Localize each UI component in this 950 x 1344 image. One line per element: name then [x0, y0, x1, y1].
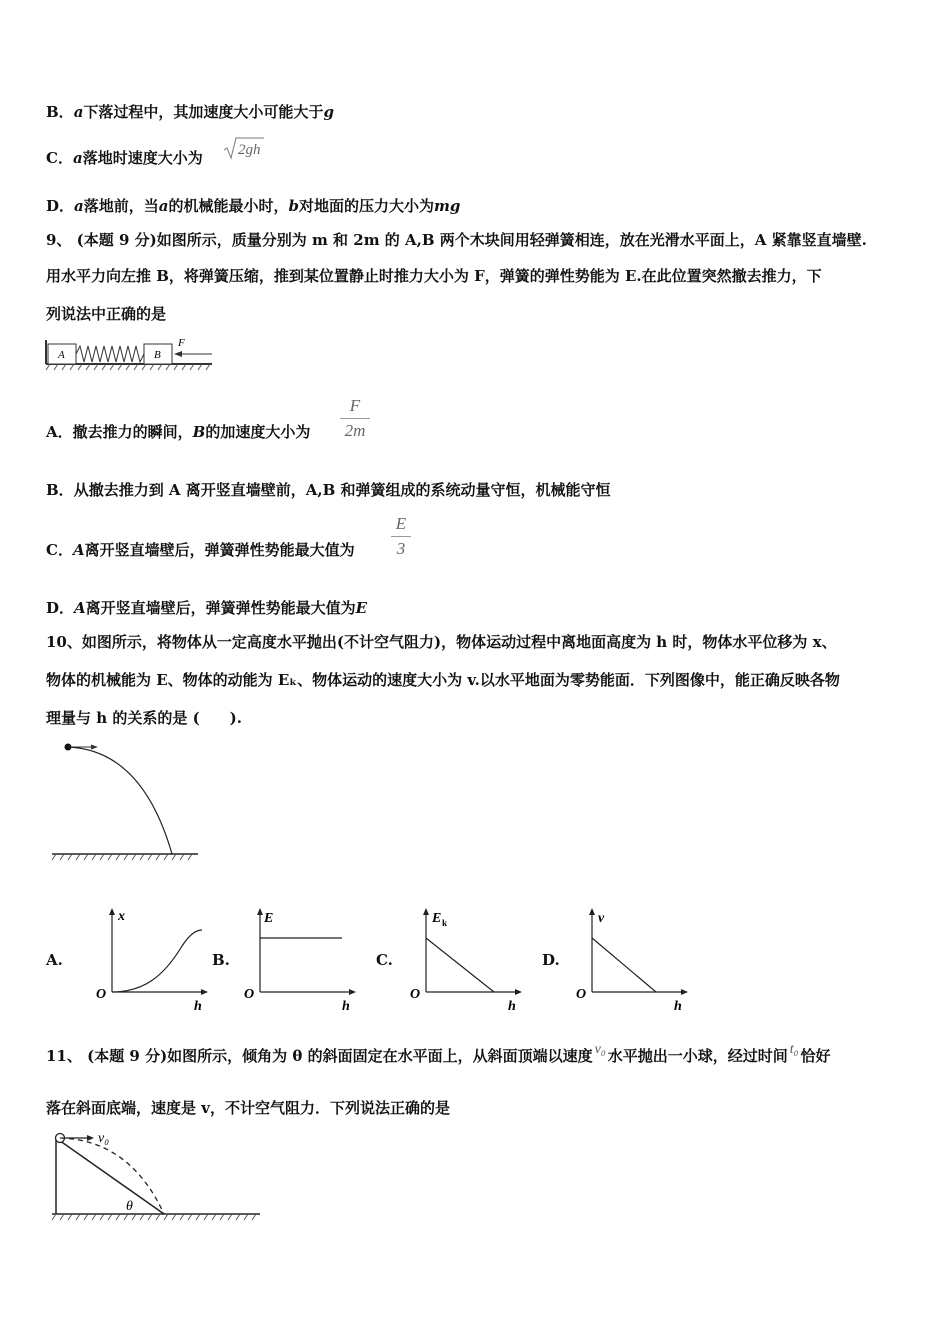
sqrt-2gh-text: 2gh — [238, 142, 261, 158]
q10-projectile-figure — [52, 740, 202, 864]
q9-stem-line2: 用水平力向左推 B，将弹簧压缩，推到某位置静止时推力大小为 F，弹簧的弹性势能为 E.在此位置突然撤去推力，下 — [46, 267, 822, 285]
q10-stem-line3: 理量与 h 的关系的是 ( ). — [46, 709, 242, 727]
force-label: F — [178, 337, 185, 349]
q10-graph-b — [242, 906, 362, 1012]
y-axis-label: E — [264, 911, 274, 926]
angle-label: θ — [126, 1199, 133, 1214]
origin-label: O — [96, 987, 107, 1002]
q11-incline-figure — [52, 1128, 264, 1224]
q9-spring-figure — [44, 336, 216, 372]
line-c — [426, 938, 494, 992]
q10-graph-a — [94, 906, 214, 1012]
y-axis-subscript: k — [442, 918, 448, 928]
y-axis-label: E — [432, 911, 442, 926]
q10-option-b-label: B. — [212, 951, 230, 969]
line-d — [592, 938, 656, 992]
q9-option-b: B．从撤去推力到 A 离开竖直墙壁前，A,B 和弹簧组成的系统动量守恒，机械能守恒 — [46, 481, 611, 499]
q9-option-c: C．A离开竖直墙壁后，弹簧弹性势能最大值为 — [46, 541, 355, 559]
incline-surface — [56, 1138, 164, 1214]
q10-stem-line1: 10、如图所示，将物体从一定高度水平抛出(不计空气阻力)，物体运动过程中离地面高度为 h 时，物体水平位移为 x、 — [46, 633, 837, 651]
t0-symbol: t₀ — [789, 1042, 799, 1057]
q10-option-a-label: A. — [46, 951, 63, 969]
q8-option-b: B．a下落过程中，其加速度大小可能大于g — [46, 103, 334, 121]
block-a-label: A — [58, 349, 65, 361]
q10-option-c-label: C. — [376, 951, 393, 969]
q10-graph-c — [408, 906, 528, 1012]
q10-option-d-label: D. — [542, 951, 560, 969]
q9-stem-line3: 列说法中正确的是 — [46, 305, 167, 323]
v0-symbol: v₀ — [594, 1042, 606, 1057]
fraction-f-over-2m: $\frac{F}{2m}$ — [340, 396, 370, 441]
v0-label: v₀ — [98, 1131, 110, 1146]
trajectory-curve — [68, 747, 172, 854]
q10-stem-line2: 物体的机械能为 E、物体的动能为 Eₖ、物体运动的速度大小为 v.以水平地面为零势能面．下列图像中，能正确反映各物 — [46, 671, 840, 689]
origin-label: O — [244, 987, 255, 1002]
y-axis-label: x — [118, 909, 125, 924]
q8-option-c: C．a落地时速度大小为 — [46, 149, 203, 167]
x-axis-label: h — [194, 999, 202, 1014]
origin-label: O — [410, 987, 421, 1002]
q10-graph-d — [574, 906, 694, 1012]
sqrt-2gh — [222, 136, 266, 162]
q9-stem-line1: 9、 (本题 9 分)如图所示，质量分别为 m 和 2m 的 A,B 两个木块间用轻弹簧相连，放在光滑水平面上，A 紧靠竖直墙壁. — [46, 231, 867, 249]
spring — [76, 346, 144, 362]
x-axis-label: h — [674, 999, 682, 1014]
q8-option-d: D．a落地前，当a的机械能最小时，b对地面的压力大小为mg — [46, 197, 461, 215]
block-b-label: B — [154, 349, 161, 361]
y-axis-label: v — [598, 911, 605, 926]
q9-option-a: A．撤去推力的瞬间，B的加速度大小为 — [46, 423, 311, 441]
q9-option-d: D．A离开竖直墙壁后，弹簧弹性势能最大值为E — [46, 599, 368, 617]
fraction-e-over-3: $\frac{E}{3}$ — [391, 514, 411, 559]
x-axis-label: h — [508, 999, 516, 1014]
q11-stem-line1: 11、 (本题 9 分)如图所示，倾角为 θ 的斜面固定在水平面上，从斜面顶端以速度 v₀ 水平抛出一小球，经过时间 t₀ 恰好 — [46, 1042, 831, 1065]
q11-stem-line2: 落在斜面底端，速度是 v，不计空气阻力．下列说法正确的是 — [46, 1099, 450, 1117]
origin-label: O — [576, 987, 587, 1002]
curve-a — [112, 930, 202, 992]
x-axis-label: h — [342, 999, 350, 1014]
